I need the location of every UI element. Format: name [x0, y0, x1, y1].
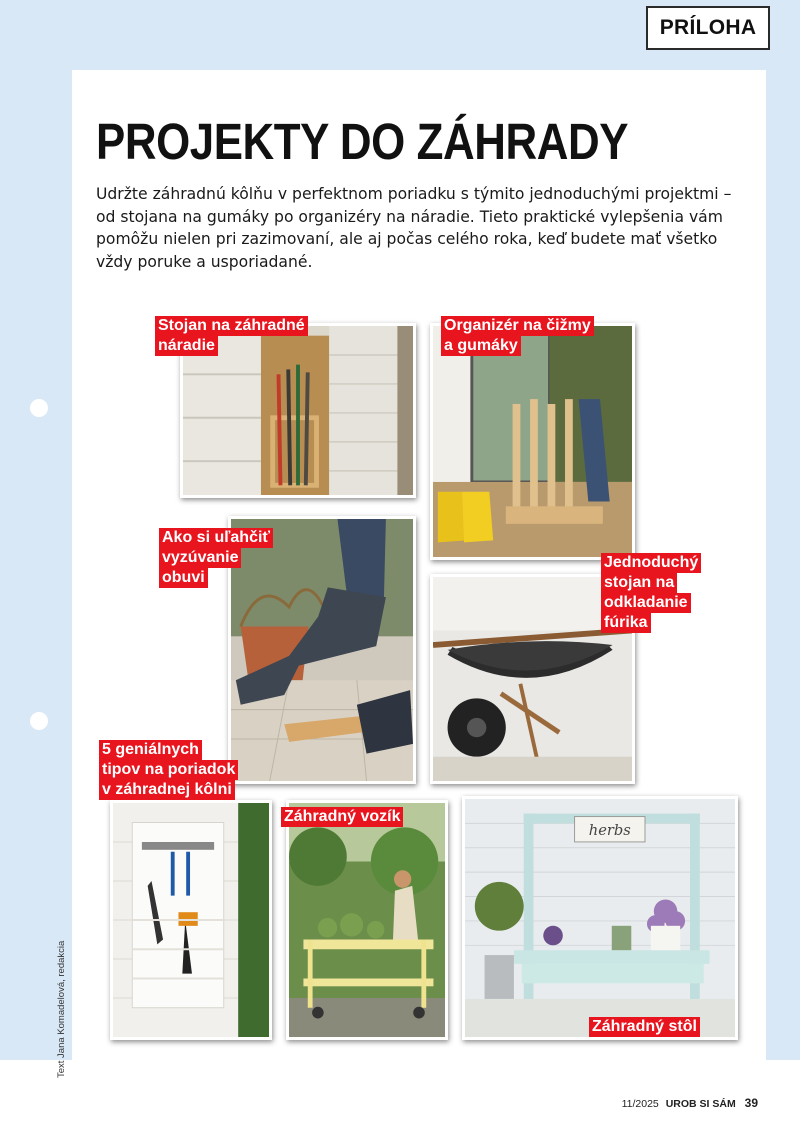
label-line: odkladanie — [601, 593, 691, 613]
label-line: Stojan na záhradné — [155, 316, 308, 336]
label-line: Ako si uľahčiť — [159, 528, 273, 548]
label-line: a gumáky — [441, 336, 521, 356]
label-line: tipov na poriadok — [99, 760, 238, 780]
page-title: PROJEKTY DO ZÁHRADY — [96, 113, 629, 170]
label-line: vyzúvanie — [159, 548, 241, 568]
label-line: stojan na — [601, 573, 677, 593]
label-garden-table — [589, 1017, 700, 1037]
label-line: v záhradnej kôlni — [99, 780, 235, 800]
issue-number: 11/2025 — [621, 1098, 659, 1110]
label-line: Záhradný vozík — [281, 807, 403, 827]
label-line: Jednoduchý — [601, 553, 701, 573]
label-boot-organizer — [441, 316, 594, 356]
author-credit: Text Jana Komadelová, redakcia — [56, 940, 67, 1078]
boot-organizer-photo — [430, 323, 635, 560]
label-line: fúrika — [601, 613, 651, 633]
garden-cart-photo — [286, 800, 448, 1040]
intro-text: Udržte záhradnú kôlňu v perfektnom poriadku s týmito jednoduchými projektmi – od stojana na gumáky po organizéry na náradie. Tieto praktické vylepšenia vám pomôžu nielen pri zazimovaní, ale aj počas celého roka, keď budete mať všetko vždy poruke a usporiadané. — [96, 185, 732, 271]
label-line: Organizér na čižmy — [441, 316, 594, 336]
binder-hole-bottom — [30, 712, 48, 730]
page-number: 39 — [744, 1096, 758, 1110]
binder-hole-top — [30, 399, 48, 417]
potting-table-photo — [462, 796, 738, 1040]
section-tag: PRÍLOHA — [646, 6, 770, 50]
label-garden-cart — [281, 807, 403, 827]
label-line: Záhradný stôl — [589, 1017, 700, 1037]
label-shed-tips — [99, 740, 238, 800]
label-tool-rack — [155, 316, 308, 356]
page-footer — [622, 1096, 758, 1110]
label-line: obuvi — [159, 568, 208, 588]
herbs-sign: herbs — [588, 822, 631, 840]
label-wheelbarrow-rack — [601, 553, 701, 633]
label-line: 5 geniálnych — [99, 740, 202, 760]
label-boot-jack — [159, 528, 273, 588]
magazine-name: UROB SI SÁM — [665, 1098, 736, 1110]
wall-organizer-photo — [110, 800, 272, 1040]
label-line: náradie — [155, 336, 218, 356]
